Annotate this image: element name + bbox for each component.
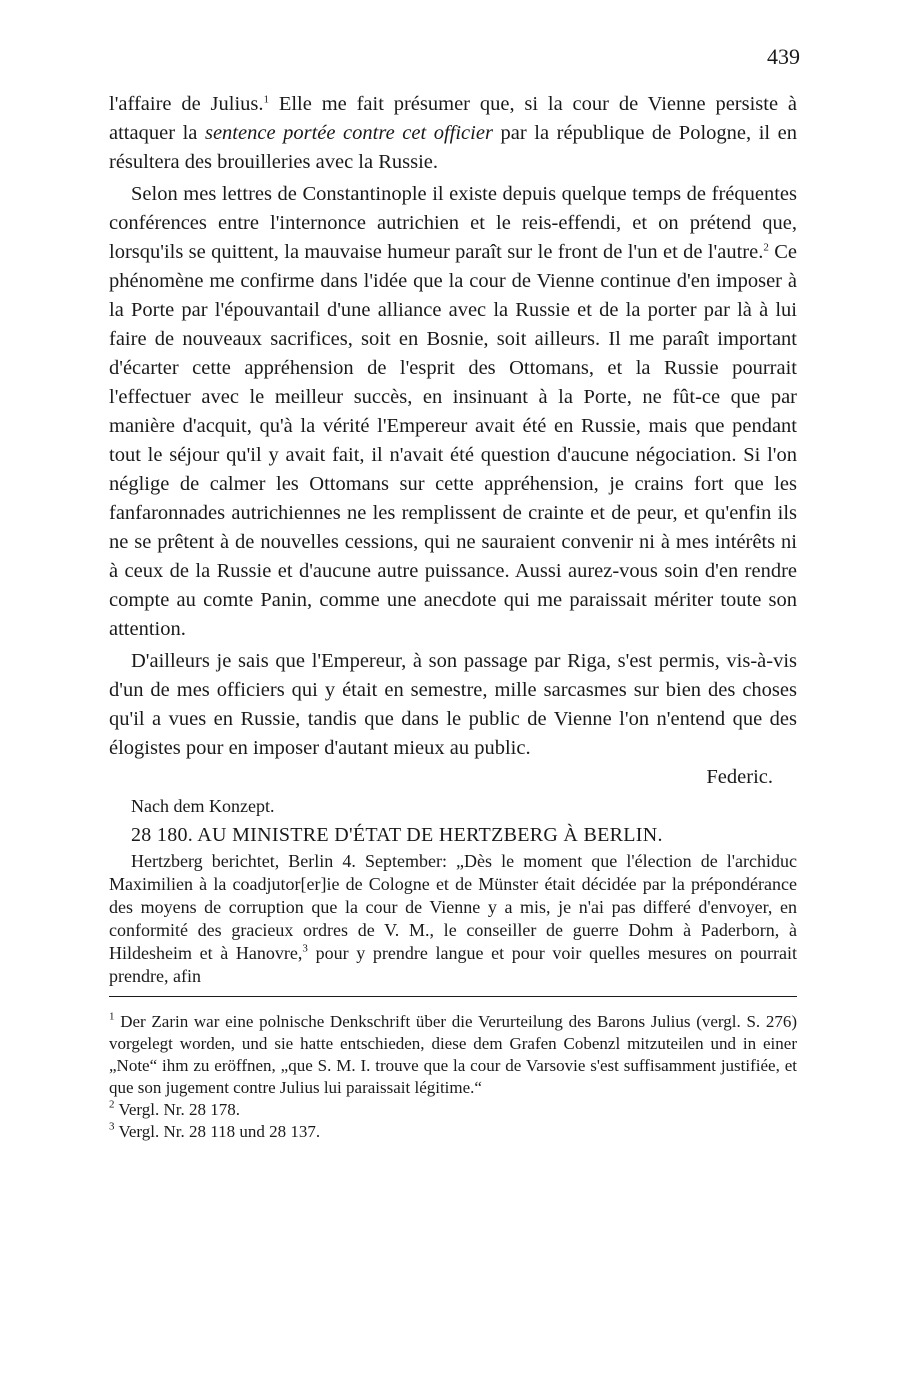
- footnote-number: 2: [109, 1098, 115, 1111]
- footnote-1: [109, 1011, 797, 1099]
- paragraph-1: [109, 90, 797, 177]
- footnote-text: Vergl. Nr. 28 118 und 28 137.: [118, 1122, 321, 1141]
- report-paragraph: [109, 850, 797, 988]
- page-number: 439: [767, 44, 800, 69]
- footnote-number: 1: [109, 1010, 115, 1023]
- footnote-ref[interactable]: 1: [263, 93, 269, 106]
- paragraph-text: Selon mes lettres de Constantinople il existe depuis quelque temps de fréquentes conférences entre l'internonce autrichien et le reis-effendi, et on prétend que, lorsqu'ils se quittent, la mauvaise humeur paraît sur le front de l'un et de l'autre.: [109, 183, 797, 263]
- footnote-number: 3: [109, 1120, 115, 1133]
- footnote-text: Vergl. Nr. 28 178.: [118, 1100, 240, 1119]
- footnote-2: [109, 1099, 797, 1121]
- footnote-divider: [109, 996, 797, 997]
- paragraph-text: Ce phénomène me confirme dans l'idée que la cour de Vienne continue d'en imposer à la Porte par l'épouvantail d'une alliance avec la Russie et de la porter par là à lui faire de nouveaux sacrifices, soit en Bosnie, soit ailleurs. Il me paraît important d'écarter cette appréhension de l'esprit des Ottomans, et la Russie pourrait l'effectuer avec le meilleur succès, en insinuant à la Porte, ne fût-ce que par manière d'acquit, qu'à la vérité l'Empereur avait été en Russie, mais que pendant tout le séjour qu'il y avait fait, il n'avait été question d'aucune négociation. Si l'on néglige de calmer les Ottomans sur cette appréhension, je crains fort que les fanfaronnades autrichiennes ne les remplissent de crainte et de peur, et qu'enfin ils ne se prêtent à de nouvelles cessions, qui ne sauraient convenir ni à mes intérêts ni à ceux de la Russie et d'aucune autre puissance. Aussi aurez-vous soin d'en rendre compte au comte Panin, comme une anecdote qui me paraissait mériter toute son attention.: [109, 241, 797, 640]
- paragraph-3: D'ailleurs je sais que l'Empereur, à son passage par Riga, s'est permis, vis-à-vis d'un de mes officiers qui y était en semestre, mille sarcasmes sur bien des choses qu'il a vues en Russie, tandis que dans le public de Vienne l'on n'entend que des élogistes pour en imposer d'autant mieux au public.: [109, 650, 797, 759]
- footnote-3: [109, 1121, 797, 1143]
- footnote-ref[interactable]: 2: [763, 241, 769, 254]
- paragraph-text: par la république de Pologne, il en résultera des brouilleries avec la Russie.: [109, 122, 798, 173]
- paragraph-2: [109, 180, 797, 644]
- main-text: [109, 90, 797, 1143]
- paragraph-text: Elle me fait présumer que, si la cour de Vienne persiste à attaquer la: [109, 93, 798, 144]
- paragraph-text: l'affaire de Julius.: [109, 93, 264, 115]
- footnote-text: Der Zarin war eine polnische Denkschrift über die Verurteilung des Barons Julius (vergl. S. 276) vorgelegt worden, und sie hatte entschieden, diese dem Grafen Cobenzl mitzuteilen und in einer „Note“ ihm zu eröffnen, „que S. M. I. trouve que la cour de Varsovie s'est suffisamment justifiée, et que son jugement contre Julius lui paraissait légitime.“: [109, 1012, 798, 1097]
- paragraph-text: pour y prendre langue et pour voir quelles mesures on pourrait prendre, afin: [109, 943, 797, 986]
- footnote-ref[interactable]: 3: [302, 942, 308, 955]
- signature: Federic.: [706, 766, 773, 788]
- footnotes: [109, 1011, 797, 1143]
- document-heading: 28 180. AU MINISTRE D'ÉTAT DE HERTZBERG À BERLIN.: [131, 824, 663, 846]
- source-note: Nach dem Konzept.: [131, 796, 275, 816]
- paragraph-text: Hertzberg berichtet, Berlin 4. September: „Dès le moment que l'élection de l'archiduc Maximilien à la coadjutor[er]ie de Cologne et de Münster était décidée par la prépondérance des moyens de corruption que la cour de Vienne y a mis, je n'ai pas differé d'envoyer, en conformité des gracieux ordres de V. M., le conseiller de guerre Dohm à Paderborn, à Hildesheim et à Hanovre,: [109, 851, 797, 963]
- italic-phrase: sentence portée contre cet officier: [204, 122, 493, 144]
